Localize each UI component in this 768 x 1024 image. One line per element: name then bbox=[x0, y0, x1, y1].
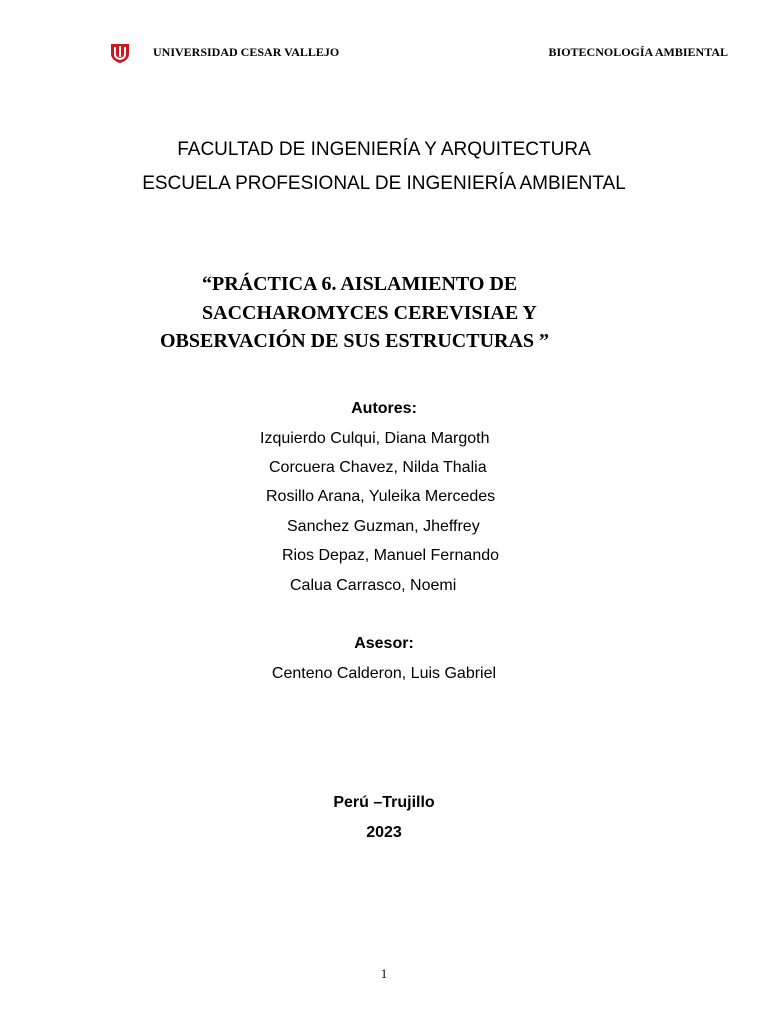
author-name: Rios Depaz, Manuel Fernando bbox=[282, 547, 500, 564]
advisor-heading: Asesor: bbox=[354, 635, 414, 652]
title-line-1: “PRÁCTICA 6. AISLAMIENTO DE bbox=[202, 273, 518, 295]
place: Perú –Trujillo bbox=[333, 794, 435, 811]
page-number: 1 bbox=[380, 966, 388, 981]
ucv-shield-logo-icon bbox=[110, 43, 130, 63]
title-line-3: OBSERVACIÓN DE SUS ESTRUCTURAS ” bbox=[160, 330, 550, 352]
author-name: Corcuera Chavez, Nilda Thalia bbox=[269, 459, 487, 476]
author-name: Izquierdo Culqui, Diana Margoth bbox=[260, 430, 490, 447]
year: 2023 bbox=[366, 824, 402, 841]
author-name: Sanchez Guzman, Jheffrey bbox=[287, 518, 480, 535]
advisor-name: Centeno Calderon, Luis Gabriel bbox=[271, 665, 497, 682]
header-university: UNIVERSIDAD CESAR VALLEJO bbox=[153, 45, 340, 59]
authors-heading: Autores: bbox=[351, 400, 417, 417]
author-name: Calua Carrasco, Noemi bbox=[290, 577, 457, 594]
faculty-line: FACULTAD DE INGENIERÍA Y ARQUITECTURA bbox=[177, 139, 591, 160]
author-name: Rosillo Arana, Yuleika Mercedes bbox=[266, 488, 496, 505]
title-line-2: SACCHAROMYCES CEREVISIAE Y bbox=[202, 302, 537, 324]
header-course: BIOTECNOLOGÍA AMBIENTAL bbox=[548, 45, 728, 59]
school-line: ESCUELA PROFESIONAL DE INGENIERÍA AMBIENTAL bbox=[142, 173, 626, 194]
